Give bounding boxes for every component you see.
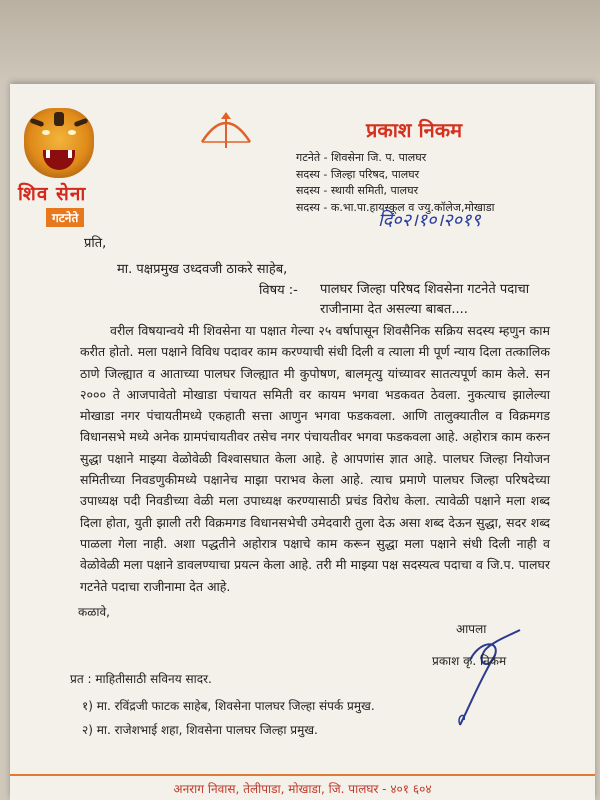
logo-text: शिव सेना (18, 183, 87, 205)
kalave-text: कळावे, (78, 605, 110, 619)
handwritten-date: दि०२।१०।२०१९ (378, 210, 481, 231)
letter-body (80, 320, 550, 597)
post-line: गटनेते - शिवसेना जि. प. पालघर (296, 151, 427, 164)
letterhead-name: प्रकाश निकम (366, 118, 463, 142)
logo-badge: गटनेते (46, 208, 84, 227)
background-surface (0, 0, 600, 84)
cc-item: १) मा. रविंद्रजी फाटक साहेब, शिवसेना पालघर जिल्हा संपर्क प्रमुख. (82, 699, 375, 713)
tiger-icon (24, 108, 94, 178)
letterhead-footer: अनराग निवास, तेलीपाडा, मोखाडा, जि. पालघर - ४०१ ६०४ (10, 774, 595, 800)
cc-label: प्रत : माहितीसाठी सविनय सादर. (70, 672, 212, 686)
shiv-sena-logo (18, 108, 100, 227)
subject-label: विषय :- (259, 283, 298, 298)
salutation-prati: प्रति, (84, 236, 107, 251)
cc-item: २) मा. राजेशभाई शहा, शिवसेना पालघर जिल्हा प्रमुख. (82, 723, 318, 737)
closing-text: आपला (456, 622, 487, 636)
bow-arrow-icon (196, 110, 256, 150)
signatory-name: प्रकाश कृ. निकम (432, 654, 507, 668)
signature-image (440, 620, 530, 730)
post-line: सदस्य - जिल्हा परिषद, पालघर (296, 167, 420, 181)
post-line: सदस्य - क.भा.पा.हायस्कूल व ज्यु.कॉलेज,मोखाडा (296, 200, 495, 214)
cc-list (82, 694, 375, 742)
recipient: मा. पक्षप्रमुख उध्दवजी ठाकरे साहेब, (117, 262, 288, 277)
post-line: सदस्य - स्थायी समिती, पालघर (296, 184, 419, 197)
letterhead-posts (296, 150, 536, 216)
subject-text: पालघर जिल्हा परिषद शिवसेना गटनेते पदाचा राजीनामा देत असल्या बाबत.... (320, 282, 530, 317)
body-paragraph: वरील विषयान्वये मी शिवसेना या पक्षात गेल्या २५ वर्षापासून शिवसैनिक सक्रिय सदस्य म्हणुन काम करीत होतो. मला पक्षाने विविध पदावर काम करण्याची संधी दिली व त्याला मी पूर्ण न्याय दिला तत्कालिक ठाणे जिल्ह्यात व आताच्या पालघर जिल्ह्यात मी कुपोषण, बालमृत्यु यांच्यावर सातत्यपूर्ण काम केले. सन २००० ते आजपावेतो मोखाडा पंचायत समिती वर कायम भगवा भडकवत ठेवला. नुकत्याच झालेल्या मोखाडा नगर पंचायतीमध्ये एकहाती सत्ता आणुन भगवा फडकवला. आणि तालुक्यातील व विक्रमगड विधानसभे मध्ये अनेक ग्रामपंचायतीवर तसेच नगर पंचायतीवर भगवा फडकवला आहे. अहोरात्र काम करुन सुद्धा पक्षाने माझ्या वेळोवेळी विश्वासघात केला आहे. हे आपणांस ज्ञात आहे. पालघर जिल्हा नियोजन समितीच्या निवडणुकीमध्ये पक्षानेच माझा पराभव केला आहे. त्याच प्रमाणे पालघर जिल्हा परिषदेच्या उपाध्यक्ष पदी निवडीच्या वेळी मला उपाध्यक्ष करण्यासाठी प्रचंड विरोध केला. त्यावेळी पक्षाने मला शब्द दिला होता, युती झाली तरी विक्रमगड विधानसभेची उमेदवारी तुला देऊ असा शब्द देऊन सुद्धा, सदर शब्द पाळला गेला नाही. अशा पद्धतीने अहोरात्र पक्षाचे काम करून सुद्धा मला पक्षाने संधी दिली नाही व वेळोवेळी मला पक्षाने डावलण्याचा प्रयत्न केला आहे. तरी मी माझ्या पक्ष सदस्यत्व पदाचा व जि.प. पालघर गटनेते पदाचा राजीनामा देत आहे. (80, 323, 550, 594)
